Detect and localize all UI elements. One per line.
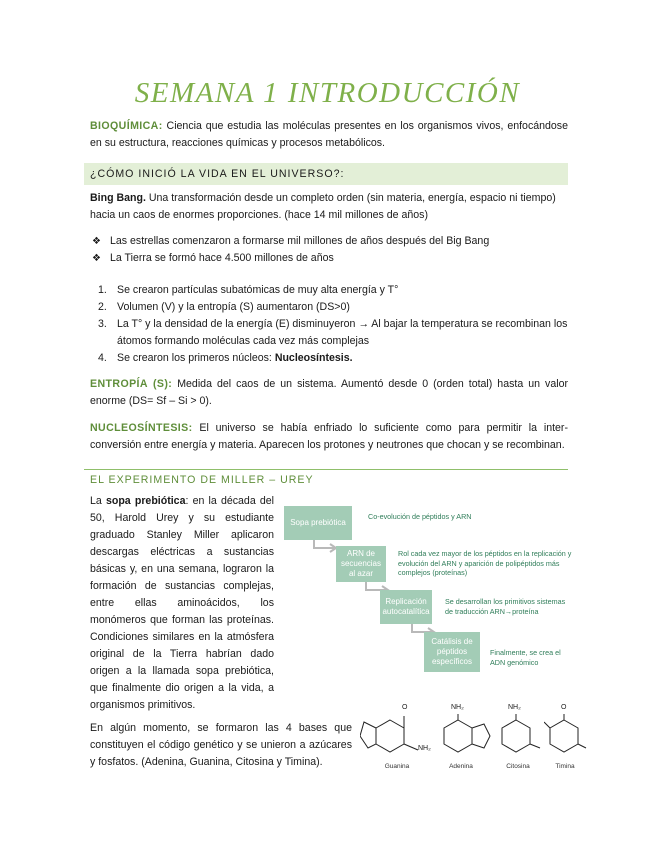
bioquimica-definition	[90, 118, 568, 152]
section-heading-miller-urey: EL EXPERIMENTO DE MILLER – UREY	[90, 474, 314, 486]
list-item: ❖ Las estrellas comenzaron a formarse mil millones de años después del Big Bang	[90, 233, 568, 250]
diamond-bullet-icon: ❖	[92, 236, 101, 247]
bases-paragraph: En algún momento, se formaron las 4 bases que constituyen el código genético y se unieron a azúcares y fosfatos. (Adenina, Guanina, Citosina y Timina).	[90, 722, 352, 768]
citosina-molecule-icon	[500, 714, 544, 758]
list-item: 4. Se crearon los primeros núcleos: Nucleosíntesis.	[98, 352, 353, 364]
bullet-list	[90, 233, 568, 267]
bigbang-term: Bing Bang.	[90, 192, 146, 204]
page: SEMANA 1 INTRODUCCIÓN BIOQUÍMICA: Ciencia que estudia las moléculas presentes en los organismos vivos, enfocándose en su estructura, reacciones químicas y procesos metabólicos. ¿CÓMO INICIÓ LA VIDA EN EL UNIVERSO?: Bing Bang. Una transformación desde un completo orden (sin materia, energía, espacio ni tiempo) hacia un caos de enormes proporciones. (hace 14 mil millones de años) ❖ Las estrellas comenzaron a formarse mil millones de años después del Big Bang ❖ La Tierra se formó hace 4.500 millones de años 1. Se crearon partículas subatómicas de muy alta energía y T° 2. Volumen (V) y la entropía (S) aumentaron (DS>0) 3. La T° y la densidad de la energía (E) disminuyeron → Al bajar la temperatura se recombinan los átomos formando moléculas cada vez más complejas 4. Se crearon los primeros núcleos: Nucleosíntesis. ENTROPÍA (S): Medida del caos de un sistema. Aumentó desde 0 (orden total) hasta un valor enorme (DS= Sf – Si > 0). NUCLEOSÍNTESIS: El universo se había enfriado lo suficiente como para permitir la inter-conversión entre energía y materia. Aparecen los protones y neutrones que chocan y se recombinan. EL EXPERIMENTO DE MILLER – UREY La sopa prebiótica: en la década del 50, Harold Urey y su estudiante graduado Stanley Miller aplicaron descargas eléctricas a sustancias básicas y, en una semana, lograron la formación de sustancias complejas, entre ellas aminoácidos, los monómeros que forman las proteínas. Condiciones similares en la atmósfera original de la Tierra habrían dado origen a la llamada sopa prebiótica, que finalmente dio origen a la vida, a organismos primitivos. Sopa prebiótica Co-evolución de péptidos y ARN ARN de secuencias al azar Rol cada vez mayor de los péptidos en la replicación y evolución del ARN y aparición de polipéptidos más complejos (proteínas) Replicación autocatalítica Se desarrollan los primitivos sistemas de traducción ARN→proteína Catálisis de péptidos específicos Finalmente, se crea el ADN genómico En algún momento, se formaron las 4 bases que constituyen el código genético y se unieron a azúcares y fosfatos. (Adenina, Guanina, Citosina y Timina). O NH₂ Guanina NH₂ Adenina NH₂ Citosina O Timina	[0, 0, 655, 848]
section-heading-origin: ¿CÓMO INICIÓ LA VIDA EN EL UNIVERSO?:	[90, 168, 345, 180]
sopa-prebiotica-paragraph: La sopa prebiótica: en la década del 50, Harold Urey y su estudiante graduado Stanley Miller aplicaron descargas eléctricas a sustancias básicas y, en una semana, lograron la formación de sustancias complejas, entre ellas aminoácidos, los monómeros que forman las proteínas. Condiciones similares en la atmósfera original de la Tierra habrían dado origen a la llamada sopa prebiótica, que finalmente dio origen a la vida, a organismos primitivos.	[90, 495, 275, 711]
guanina-molecule-icon	[360, 706, 436, 762]
page-title: SEMANA 1 INTRODUCCIÓN	[134, 77, 521, 109]
bigbang-paragraph	[90, 190, 568, 224]
entropia-term: ENTROPÍA (S):	[90, 378, 173, 390]
list-item: 1. Se crearon partículas subatómicas de muy alta energía y T°	[98, 284, 399, 296]
flow-note-4: Finalmente, se crea el ADN genómico	[490, 648, 561, 667]
flow-box-catalisis: Catálisis de péptidos específicos	[424, 632, 480, 672]
citosina-label: Citosina	[506, 763, 530, 770]
flow-note-2: Rol cada vez mayor de los péptidos en la replicación y evolución del ARN y aparición de polipéptidos más complejos (proteínas)	[398, 549, 572, 577]
list-item: 2. Volumen (V) y la entropía (S) aumentaron (DS>0)	[98, 301, 350, 313]
flow-box-replicacion: Replicación autocatalítica	[380, 590, 432, 624]
flow-note-3: Se desarrollan los primitivos sistemas de traducción ARN→proteína	[445, 597, 566, 616]
timina-molecule-icon	[544, 714, 588, 758]
section-divider	[84, 469, 568, 470]
entropia-definition: ENTROPÍA (S): Medida del caos de un sistema. Aumentó desde 0 (orden total) hasta un valor enorme (DS= Sf – Si > 0).	[90, 378, 568, 407]
list-item: ❖ La Tierra se formó hace 4.500 millones de años	[90, 250, 568, 267]
flow-note-1: Co-evolución de péptidos y ARN	[368, 512, 472, 521]
adenina-label: Adenina	[449, 763, 473, 770]
numbered-list	[90, 282, 568, 367]
bigbang-text: Una transformación desde un completo orden (sin materia, energía, espacio ni tiempo) hacia un caos de enormes proporciones. (hace 14 mil millones de años)	[90, 192, 556, 221]
flow-box-sopa: Sopa prebiótica	[284, 506, 352, 540]
nucleosintesis-definition: NUCLEOSÍNTESIS: El universo se había enfriado lo suficiente como para permitir la inter-conversión entre energía y materia. Aparecen los protones y neutrones que chocan y se recombinan.	[90, 422, 568, 451]
flow-box-arn: ARN de secuencias al azar	[336, 546, 386, 582]
guanina-label: Guanina	[384, 763, 410, 770]
bioquimica-term: BIOQUÍMICA:	[90, 120, 163, 132]
bioquimica-text: Ciencia que estudia las moléculas presentes en los organismos vivos, enfocándose en su estructura, reacciones químicas y procesos metabólicos.	[90, 120, 568, 149]
timina-label: Timina	[555, 763, 575, 770]
diamond-bullet-icon: ❖	[92, 253, 101, 264]
adenina-molecule-icon	[434, 714, 494, 758]
list-item: 3. La T° y la densidad de la energía (E) disminuyeron → Al bajar la temperatura se recombinan los átomos formando moléculas cada vez más complejas	[98, 318, 568, 347]
nucleosintesis-term: NUCLEOSÍNTESIS:	[90, 422, 193, 434]
